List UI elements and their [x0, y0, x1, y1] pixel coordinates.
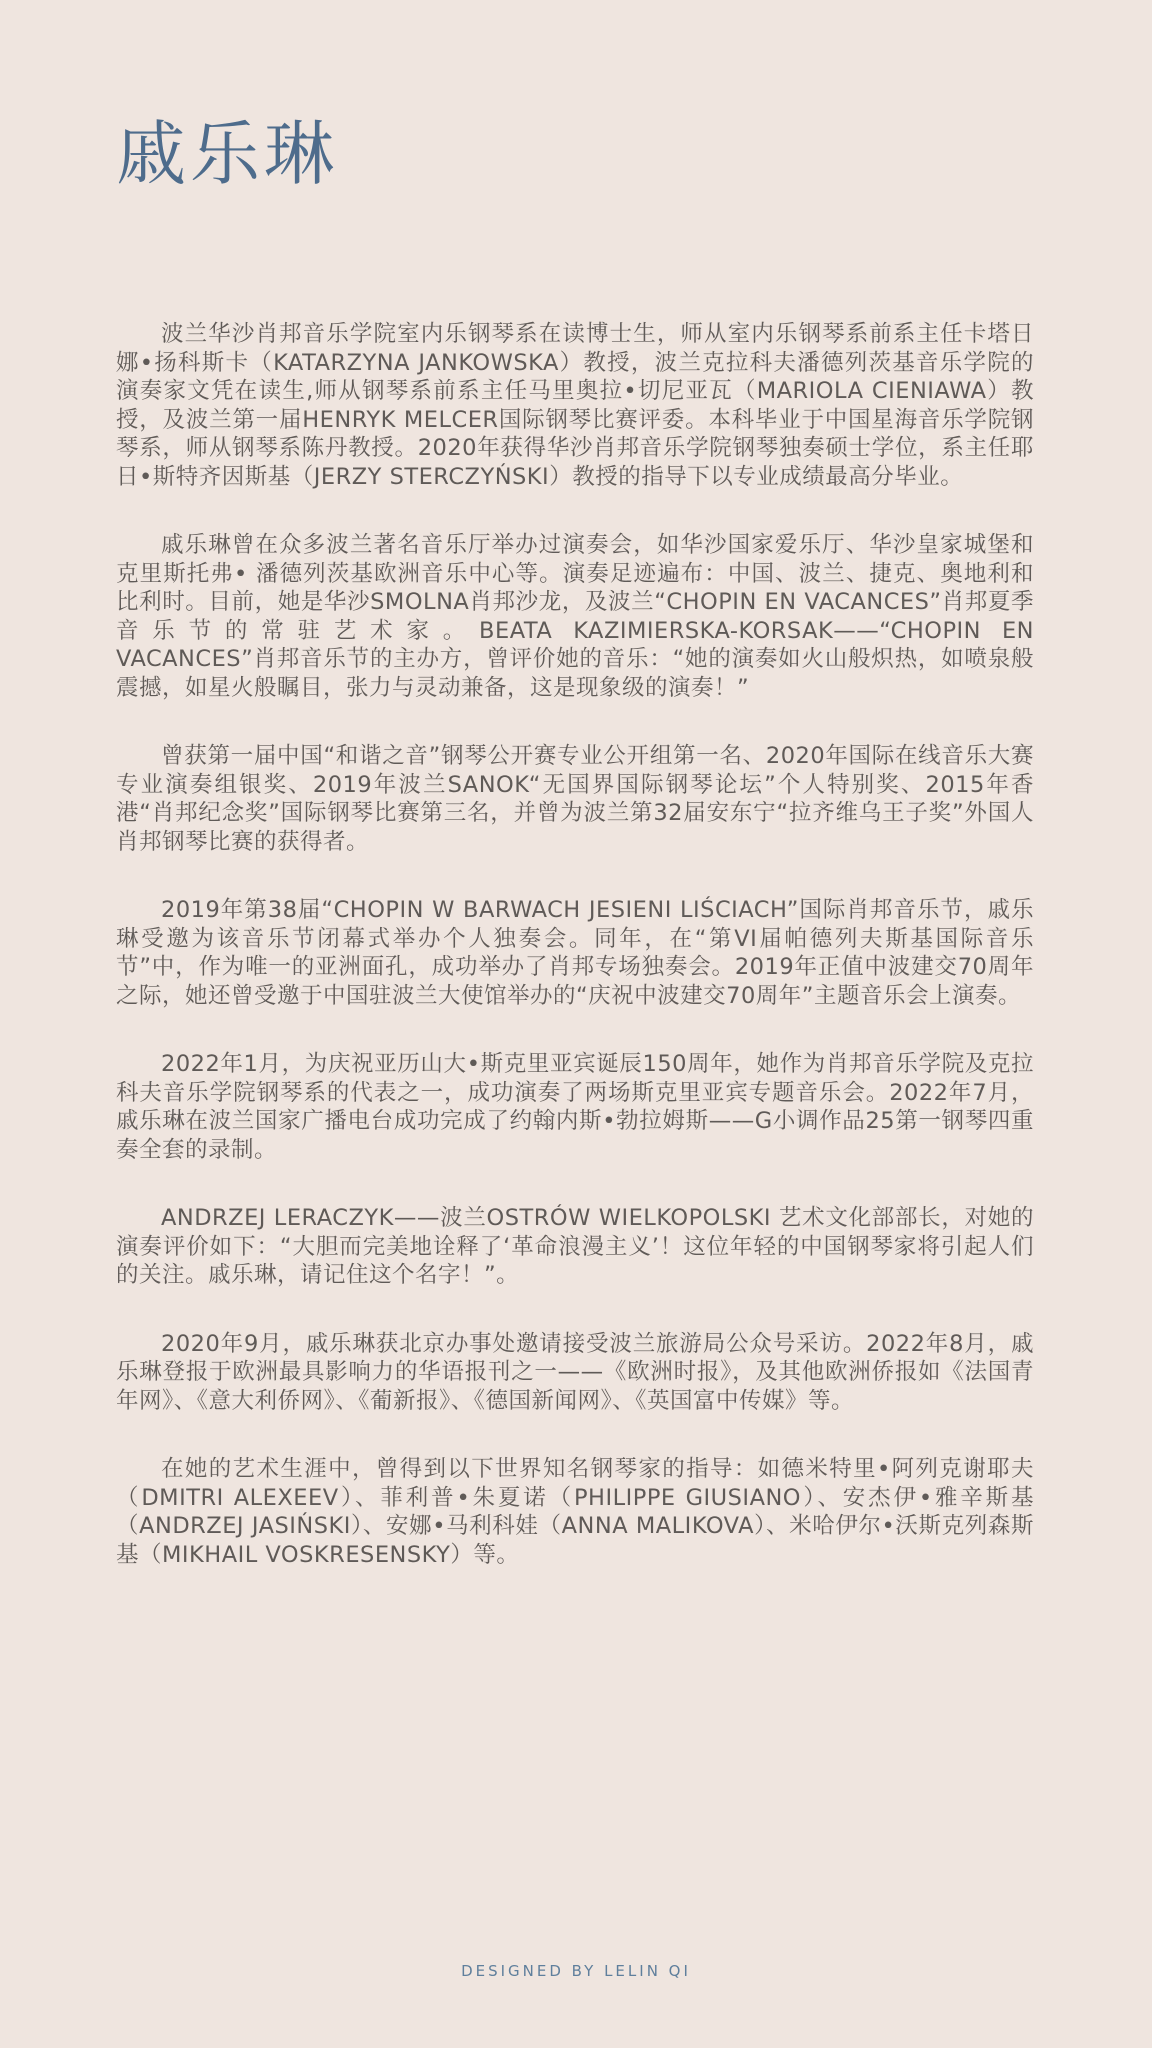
paragraph-review: ANDRZEJ LERACZYK——波兰OSTRÓW WIELKOPOLSKI 艺术文化部部长，对她的演奏评价如下：“大胆而完美地诠释了‘革命浪漫主义’！这位年轻的中国钢琴家将引起人们的关注。戚乐琳，请记住这个名字！”。: [116, 1205, 1034, 1288]
footer-credit: DESIGNED BY LELIN QI: [461, 1962, 691, 1980]
page-title: 戚乐琳: [116, 113, 338, 195]
paragraph-2022-performances: 2022年1月，为庆祝亚历山大•斯克里亚宾诞辰150周年，她作为肖邦音乐学院及克拉科夫音乐学院钢琴系的代表之一，成功演奏了两场斯克里亚宾专题音乐会。2022年7月，戚乐琳在波兰国家广播电台成功完成了约翰内斯•勃拉姆斯——G小调作品25第一钢琴四重奏全套的录制。: [116, 1051, 1034, 1163]
paragraph-festivals: 2019年第38届“CHOPIN W BARWACH JESIENI LIŚCIACH”国际肖邦音乐节，戚乐琳受邀为该音乐节闭幕式举办个人独奏会。同年，在“第VI届帕德列夫斯基国际音乐节”中，作为唯一的亚洲面孔，成功举办了肖邦专场独奏会。2019年正值中波建交70周年之际，她还曾受邀于中国驻波兰大使馆举办的“庆祝中波建交70周年”主题音乐会上演奏。: [116, 897, 1034, 1009]
paragraph-concerts: 戚乐琳曾在众多波兰著名音乐厅举办过演奏会，如华沙国家爱乐厅、华沙皇家城堡和克里斯托弗• 潘德列茨基欧洲音乐中心等。演奏足迹遍布：中国、波兰、捷克、奥地利和比利时。目前，她是华沙SMOLNA肖邦沙龙，及波兰“CHOPIN EN VACANCES”肖邦夏季音乐节的常驻艺术家。BEATA KAZIMIERSKA-KORSAK——“CHOPIN EN VACANCES”肖邦音乐节的主办方，曾评价她的音乐：“她的演奏如火山般炽热，如喷泉般震撼，如星火般瞩目，张力与灵动兼备，这是现象级的演奏！”: [116, 532, 1034, 701]
paragraph-awards: 曾获第一届中国“和谐之音”钢琴公开赛专业公开组第一名、2020年国际在线音乐大赛专业演奏组银奖、2019年波兰SANOK“无国界国际钢琴论坛”个人特别奖、2015年香港“肖邦纪念奖”国际钢琴比赛第三名，并曾为波兰第32届安东宁“拉齐维乌王子奖”外国人肖邦钢琴比赛的获得者。: [116, 743, 1034, 855]
paragraph-mentors: 在她的艺术生涯中，曾得到以下世界知名钢琴家的指导：如德米特里•阿列克谢耶夫（DMITRI ALEXEEV）、菲利普•朱夏诺（PHILIPPE GIUSIANO）、安杰伊•雅辛斯基（ANDRZEJ JASIŃSKI）、安娜•马利科娃（ANNA MALIKOVA）、米哈伊尔•沃斯克列森斯基（MIKHAIL VOSKRESENSKY）等。: [116, 1456, 1034, 1568]
biography-body: [116, 320, 1034, 1609]
paragraph-media: 2020年9月，戚乐琳获北京办事处邀请接受波兰旅游局公众号采访。2022年8月，戚乐琳登报于欧洲最具影响力的华语报刊之一——《欧洲时报》，及其他欧洲侨报如《法国青年网》、《意大利侨网》、《葡新报》、《德国新闻网》、《英国富中传媒》等。: [116, 1330, 1034, 1414]
paragraph-education: 波兰华沙肖邦音乐学院室内乐钢琴系在读博士生，师从室内乐钢琴系前系主任卡塔日娜•扬科斯卡（KATARZYNA JANKOWSKA）教授，波兰克拉科夫潘德列茨基音乐学院的演奏家文凭在读生,师从钢琴系前系主任马里奥拉•切尼亚瓦（MARIOLA CIENIAWA）教授，及波兰第一届HENRYK MELCER国际钢琴比赛评委。本科毕业于中国星海音乐学院钢琴系，师从钢琴系陈丹教授。2020年获得华沙肖邦音乐学院钢琴独奏硕士学位，系主任耶日•斯特齐因斯基（JERZY STERCZYŃSKI）教授的指导下以专业成绩最高分毕业。: [116, 321, 1034, 490]
